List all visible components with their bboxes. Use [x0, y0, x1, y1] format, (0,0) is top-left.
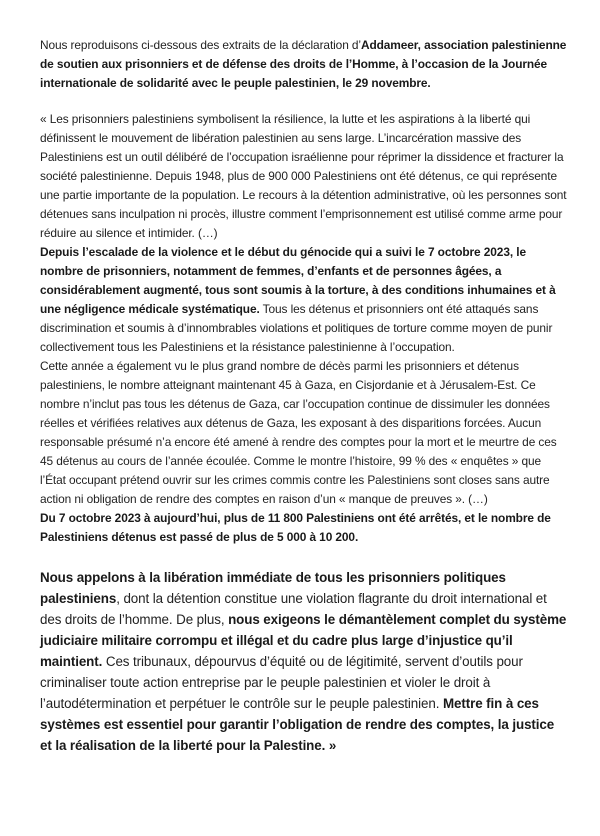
appel-text-1: , dont la détention constitue une violation flagrante du droit international et des droits de l’homme. De plus, [40, 591, 547, 627]
escalade-text: Tous les détenus et prisonniers ont été attaqués sans discrimination et soumis à d’innombrables violations et politiques de torture comme moyen de punir collectivement tous les Palestiniens et la résistance palestinienne à l’occupation. [40, 302, 553, 354]
document-page [40, 36, 568, 756]
chiffres-paragraph [40, 509, 568, 547]
intro-paragraph [40, 36, 568, 93]
spacer [40, 93, 568, 110]
spacer [40, 547, 568, 567]
appel-bold-2: nous exigeons le démantèlement complet du système judiciaire militaire corrompu et illégal et du cadre plus large d’injustice qu’il maintient. [40, 612, 567, 669]
quote-paragraph-1: « Les prisonniers palestiniens symbolisent la résilience, la lutte et les aspirations à la liberté qui définissent le mouvement de libération palestinien au sens large. L’incarcération massive des Palestiniens est un outil délibéré de l’occupation israélienne pour réprimer la dissidence et fracturer la société palestinienne. Depuis 1948, plus de 900 000 Palestiniens ont été détenus, ce qui représente une partie importante de la population. Le recours à la détention administrative, où les personnes sont détenues sans inculpation ni procès, illustre comment l’emprisonnement est utilisé comme arme pour réduire au silence et intimider. (…) [40, 112, 567, 240]
appel-bold-1: Nous appelons à la libération immédiate de tous les prisonniers politiques palestiniens [40, 570, 506, 606]
escalade-paragraph [40, 243, 568, 357]
chiffres-bold: Du 7 octobre 2023 à aujourd’hui, plus de 11 800 Palestiniens ont été arrêtés, et le nombre de Palestiniens détenus est passé de plus de 5 000 à 10 200. [40, 511, 551, 544]
appel-text-2: Ces tribunaux, dépourvus d’équité ou de légitimité, servent d’outils pour criminaliser toute action entreprise par le peuple palestinien et violer le droit à l’autodétermination et perpétuer le contrôle sur le peuple palestinien. [40, 654, 523, 711]
intro-text: Nous reproduisons ci-dessous des extraits de la déclaration d’ [40, 38, 361, 52]
appel-paragraph [40, 567, 568, 756]
deces-paragraph: Cette année a également vu le plus grand nombre de décès parmi les prisonniers et détenus palestiniens, le nombre atteignant maintenant 45 à Gaza, en Cisjordanie et à Jérusalem-Est. Ce nombre n’inclut pas tous les détenus de Gaza, car l’occupation continue de dissimuler les données réelles et vérifiées relatives aux détenus de Gaza, les exposant à des disparitions forcées. Aucun responsable présumé n’a encore été amené à rendre des comptes pour la mort et le meurtre de ces 45 détenus au cours de l’année écoulée. Comme le montre l’histoire, 99 % des « enquêtes » que l’État occupant prétend ouvrir sur les crimes commis contre les Palestiniens sont closes sans autre action ni obligation de rendre des comptes en raison d’un « manque de preuves ». (…) [40, 359, 557, 506]
intro-bold: Addameer, association palestinienne de soutien aux prisonniers et de défense des droits de l’Homme, à l’occasion de la Journée internationale de solidarité avec le peuple palestinien, le 29 novembre. [40, 38, 567, 90]
appel-bold-3: Mettre fin à ces systèmes est essentiel pour garantir l’obligation de rendre des comptes, la justice et la réalisation de la liberté pour la Palestine. » [40, 696, 555, 753]
escalade-bold: Depuis l’escalade de la violence et le début du génocide qui a suivi le 7 octobre 2023, le nombre de prisonniers, notamment de femmes, d’enfants et de personnes âgées, a considérablement augmenté, tous sont soumis à la torture, à des conditions inhumaines et à une négligence médicale systématique. [40, 245, 556, 316]
